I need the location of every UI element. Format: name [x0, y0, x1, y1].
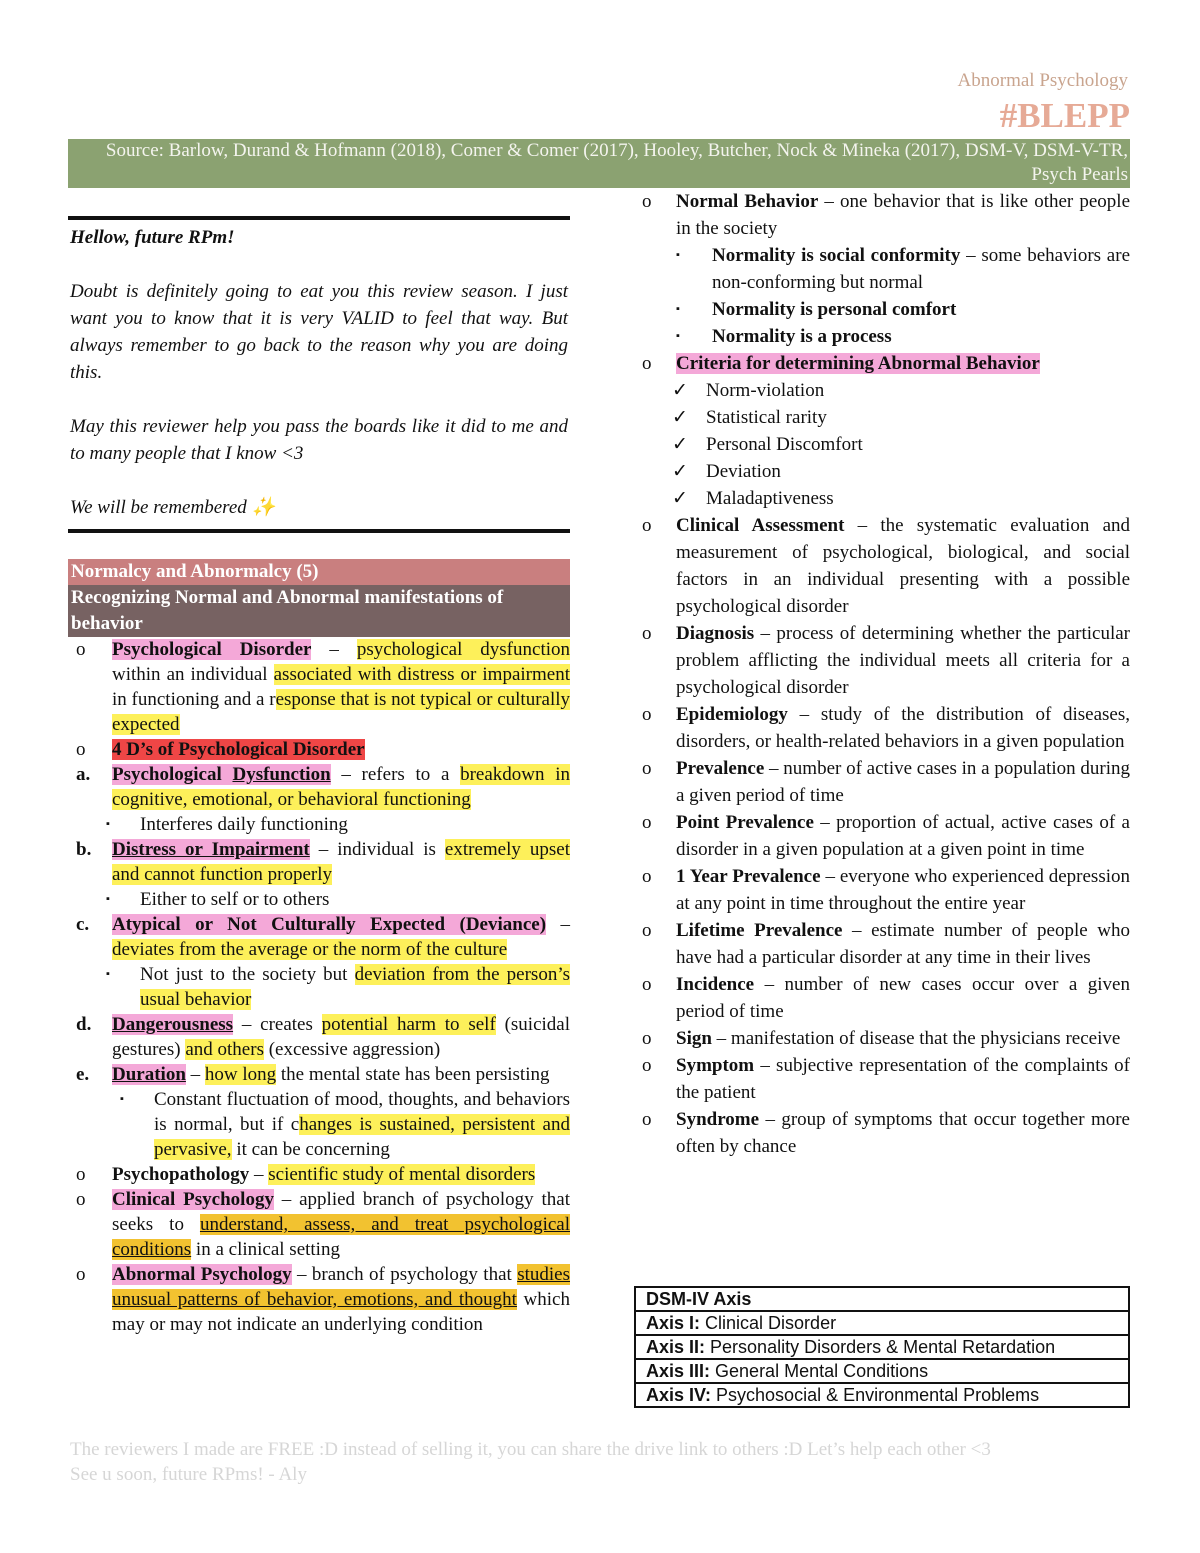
definition-item	[636, 1106, 1130, 1160]
definition-item	[636, 755, 1130, 809]
checklist-text: Maladaptiveness	[706, 488, 834, 509]
text: – branch of psychology that	[291, 1264, 518, 1285]
hollow-bullet-icon: o	[76, 639, 86, 660]
sub-item	[68, 1087, 570, 1162]
intro-paragraph-1: Doubt is definitely going to eat you this review season. I just want you to know that it is very VALID to feel that way. But always remember to go back to the reason why you are doing this.	[70, 281, 568, 383]
term: Prevalence	[676, 758, 765, 779]
sub-item	[68, 887, 570, 912]
axis-desc: Personality Disorders & Mental Retardation	[705, 1337, 1056, 1357]
definition-item	[636, 863, 1130, 917]
term: Clinical Psychology	[112, 1189, 274, 1210]
text: Not just to the society but	[140, 964, 355, 985]
highlight: esponse that is not typical or culturally expected	[112, 689, 571, 735]
hollow-bullet-icon: o	[642, 1109, 652, 1130]
list-item-psychopathology	[68, 1162, 570, 1187]
axis-desc: Clinical Disorder	[700, 1313, 837, 1333]
axis-label: Axis III:	[646, 1361, 711, 1381]
list-item-abnormal-psychology	[68, 1262, 570, 1337]
square-bullet-icon: ▪	[676, 303, 680, 315]
axis-label: Axis I:	[646, 1313, 701, 1333]
axis-label: Axis II:	[646, 1337, 706, 1357]
list-item-four-ds	[68, 737, 570, 762]
text: – creates	[233, 1014, 322, 1035]
checklist-item	[636, 485, 1130, 512]
list-marker: d.	[76, 1014, 92, 1035]
term: Normality is a process	[712, 326, 892, 347]
term: Atypical or Not Culturally Expected (Deviance)	[112, 914, 547, 935]
hollow-bullet-icon: o	[642, 191, 652, 212]
axis-desc: Psychosocial & Environmental Problems	[711, 1385, 1040, 1405]
sub-item	[636, 296, 1130, 323]
text: – number of active cases in a population during a given period of time	[676, 758, 1130, 806]
text: Interferes daily functioning	[140, 814, 348, 835]
table-row	[635, 1311, 1129, 1335]
checklist-item	[636, 431, 1130, 458]
check-icon: ✓	[672, 434, 688, 455]
hollow-bullet-icon: o	[642, 920, 652, 941]
text: –	[546, 914, 571, 935]
section-subtitle: Recognizing Normal and Abnormal manifestations of behavior	[68, 585, 570, 637]
highlight: deviation from the person’s usual behavior	[140, 964, 570, 1010]
square-bullet-icon: ▪	[676, 330, 680, 342]
hollow-bullet-icon: o	[642, 866, 652, 887]
intro-note	[68, 220, 570, 529]
highlight: studies unusual patterns of behavior, emotions, and thought	[112, 1264, 570, 1310]
hollow-bullet-icon: o	[642, 758, 652, 779]
definition-item	[636, 971, 1130, 1025]
definition-item	[636, 809, 1130, 863]
definition-item	[636, 1025, 1130, 1052]
highlight: hanges is sustained, persistent and pervasive,	[154, 1114, 570, 1160]
text: – some behaviors are non-conforming but normal	[712, 245, 1130, 293]
definition-item	[636, 620, 1130, 701]
term: Incidence	[676, 974, 755, 995]
table-cell	[635, 1335, 1129, 1359]
checklist-item	[636, 458, 1130, 485]
criteria-list	[636, 377, 1130, 512]
term: Lifetime Prevalence	[676, 920, 843, 941]
term: Normality is social conformity	[712, 245, 961, 266]
hollow-bullet-icon: o	[642, 515, 652, 536]
term-part: Dysfunction	[232, 764, 331, 785]
text: – proportion of actual, active cases of a disorder in a given population at a given point in time	[676, 812, 1130, 860]
list-item-psychological-disorder: o Psychological Disorder – psychological dysfunction within an individual associated with distress or impairment in functioning and a response that is not typical or culturally expected	[76, 639, 571, 735]
table-row	[635, 1335, 1129, 1359]
term: Point Prevalence	[676, 812, 814, 833]
text: Constant fluctuation of mood, thoughts, and behaviors is normal, but if c	[154, 1089, 570, 1135]
text: – everyone who experienced depression at any point in time throughout the entire year	[676, 866, 1130, 914]
square-bullet-icon: ▪	[106, 893, 110, 905]
term: Psychopathology	[112, 1164, 250, 1185]
term: Epidemiology	[676, 704, 788, 725]
hollow-bullet-icon: o	[642, 353, 652, 374]
hollow-bullet-icon: o	[76, 1189, 86, 1210]
highlight: and others	[185, 1039, 264, 1060]
checklist-item	[636, 404, 1130, 431]
term: Clinical Assessment	[676, 515, 845, 536]
term: Sign	[676, 1028, 712, 1049]
table-title-text: DSM-IV Axis	[646, 1289, 752, 1309]
list-item-duration	[68, 1062, 570, 1087]
table-row	[635, 1383, 1129, 1407]
footer-note	[70, 1437, 991, 1487]
square-bullet-icon: ▪	[120, 1093, 124, 1105]
table-cell	[635, 1311, 1129, 1335]
checklist-item	[636, 377, 1130, 404]
square-bullet-icon: ▪	[106, 968, 110, 980]
sub-item	[636, 242, 1130, 296]
text: – individual is	[309, 839, 445, 860]
term	[112, 764, 331, 785]
list-marker: c.	[76, 914, 90, 935]
list-marker: e.	[76, 1064, 90, 1085]
list-item-dysfunction	[68, 762, 570, 812]
text: (excessive aggression)	[263, 1039, 441, 1060]
hollow-bullet-icon: o	[76, 1264, 86, 1285]
intro-paragraph-2: May this reviewer help you pass the boards like it did to me and to many people that I know <3	[70, 416, 568, 464]
term: Dangerousness	[112, 1014, 234, 1035]
check-icon: ✓	[672, 407, 688, 428]
square-bullet-icon: ▪	[676, 249, 680, 261]
term: Psychological Disorder	[112, 639, 312, 660]
check-icon: ✓	[672, 461, 688, 482]
text: within an individual	[112, 664, 274, 685]
text: – applied branch of psychology that seeks to	[112, 1189, 570, 1235]
text: – number of new cases occur over a given period of time	[676, 974, 1130, 1022]
term: Diagnosis	[676, 623, 755, 644]
footer-line-2: See u soon, future RPms! - Aly	[70, 1464, 307, 1485]
hollow-bullet-icon: o	[642, 704, 652, 725]
hollow-bullet-icon: o	[76, 1164, 86, 1185]
footer-line-1: The reviewers I made are FREE :D instead of selling it, you can share the drive link to others :D Let’s help each other <3	[70, 1439, 991, 1460]
term: Symptom	[676, 1055, 755, 1076]
text: it can be concerning	[231, 1139, 390, 1160]
term: Abnormal Psychology	[112, 1264, 292, 1285]
hollow-bullet-icon: o	[642, 623, 652, 644]
dsm-axis-table	[634, 1286, 1130, 1408]
text: in functioning and a r	[112, 689, 276, 710]
list-item-clinical-psychology	[68, 1187, 570, 1262]
text: –	[185, 1064, 205, 1085]
term: Syndrome	[676, 1109, 760, 1130]
text: – process of determining whether the particular problem afflicting the individual meets all criteria for a psychological disorder	[676, 623, 1130, 698]
definition-item	[636, 1052, 1130, 1106]
hollow-bullet-icon: o	[642, 812, 652, 833]
text: – subjective representation of the complaints of the patient	[676, 1055, 1130, 1103]
highlight: extremely upset and cannot function properly	[112, 839, 570, 885]
section-title: Normalcy and Abnormalcy (5)	[68, 559, 570, 585]
definition-item	[636, 701, 1130, 755]
term: Criteria for determining Abnormal Behavior	[676, 353, 1040, 374]
term: Normality is personal comfort	[712, 299, 957, 320]
checklist-text: Deviation	[706, 461, 781, 482]
checklist-text: Statistical rarity	[706, 407, 827, 428]
text: –	[249, 1164, 269, 1185]
axis-label: Axis IV:	[646, 1385, 712, 1405]
highlight: deviates from the average or the norm of the culture	[112, 939, 508, 960]
highlight: psychological dysfunction	[356, 639, 570, 660]
table-cell	[635, 1359, 1129, 1383]
term: 4 D’s of Psychological Disorder	[112, 739, 365, 760]
text: – study of the distribution of diseases, disorders, or health-related behaviors in a given population	[676, 704, 1130, 752]
check-icon: ✓	[672, 380, 688, 401]
highlight: scientific study of mental disorders	[268, 1164, 536, 1185]
list-item-criteria	[636, 350, 1130, 377]
sub-item	[68, 812, 570, 837]
hollow-bullet-icon: o	[642, 1055, 652, 1076]
text: – estimate number of people who have had a particular disorder at any time in their lives	[676, 920, 1130, 968]
text: – one behavior that is like other people in the society	[676, 191, 1130, 239]
intro-paragraph-3: We will be remembered ✨	[70, 497, 276, 518]
right-column	[636, 188, 1130, 1160]
hollow-bullet-icon: o	[642, 1028, 652, 1049]
text: – manifestation of disease that the physicians receive	[711, 1028, 1121, 1049]
highlight: associated with distress or impairment	[273, 664, 570, 685]
list-item-deviance	[68, 912, 570, 962]
left-column	[68, 216, 570, 1337]
definition-item	[636, 512, 1130, 620]
list-marker: a.	[76, 764, 91, 785]
bottom-rule	[68, 529, 570, 533]
list-item-distress	[68, 837, 570, 887]
text: which may or may not indicate an underlying condition	[112, 1289, 570, 1335]
list-item-normal-behavior	[636, 188, 1130, 242]
table-row	[635, 1359, 1129, 1383]
table-title	[635, 1287, 1129, 1311]
hollow-bullet-icon: o	[642, 974, 652, 995]
list-item-dangerousness	[68, 1012, 570, 1062]
term: Distress or Impairment	[112, 839, 310, 860]
term: 1 Year Prevalence	[676, 866, 821, 887]
document-subject: Abnormal Psychology	[957, 70, 1128, 91]
axis-desc: General Mental Conditions	[710, 1361, 929, 1381]
hollow-bullet-icon: o	[76, 739, 86, 760]
term: Duration	[112, 1064, 186, 1085]
square-bullet-icon: ▪	[106, 818, 110, 830]
text: (suicidal gestures)	[112, 1014, 570, 1060]
text: in a clinical setting	[191, 1239, 340, 1260]
document-tag: #BLEPP	[999, 96, 1130, 135]
table-cell	[635, 1383, 1129, 1407]
definitions-list	[636, 512, 1130, 1160]
highlight: understand, assess, and treat psychological conditions	[112, 1214, 570, 1260]
term-part: Psychological	[112, 764, 233, 785]
highlight: potential harm to self	[321, 1014, 496, 1035]
sub-item	[68, 962, 570, 1012]
text: – the systematic evaluation and measurement of psychological, biological, and social factors in an individual presenting with a possible psychological disorder	[676, 515, 1130, 617]
term: Normal Behavior	[676, 191, 819, 212]
checklist-text: Personal Discomfort	[706, 434, 863, 455]
sub-item	[636, 323, 1130, 350]
text: – refers to a	[330, 764, 461, 785]
check-icon: ✓	[672, 488, 688, 509]
text: the mental state has been persisting	[276, 1064, 550, 1085]
intro-greeting: Hellow, future RPm!	[70, 227, 235, 248]
list-marker: b.	[76, 839, 92, 860]
highlight: how long	[204, 1064, 277, 1085]
highlight: breakdown in cognitive, emotional, or behavioral functioning	[112, 764, 570, 810]
source-banner: Source: Barlow, Durand & Hofmann (2018), Comer & Comer (2017), Hooley, Butcher, Nock & Mineka (2017), DSM-V, DSM-V-TR, Psych Pearls	[68, 139, 1130, 188]
checklist-text: Norm-violation	[706, 380, 825, 401]
text: Either to self or to others	[140, 889, 330, 910]
text: – group of symptoms that occur together more often by chance	[676, 1109, 1130, 1157]
definition-item	[636, 917, 1130, 971]
